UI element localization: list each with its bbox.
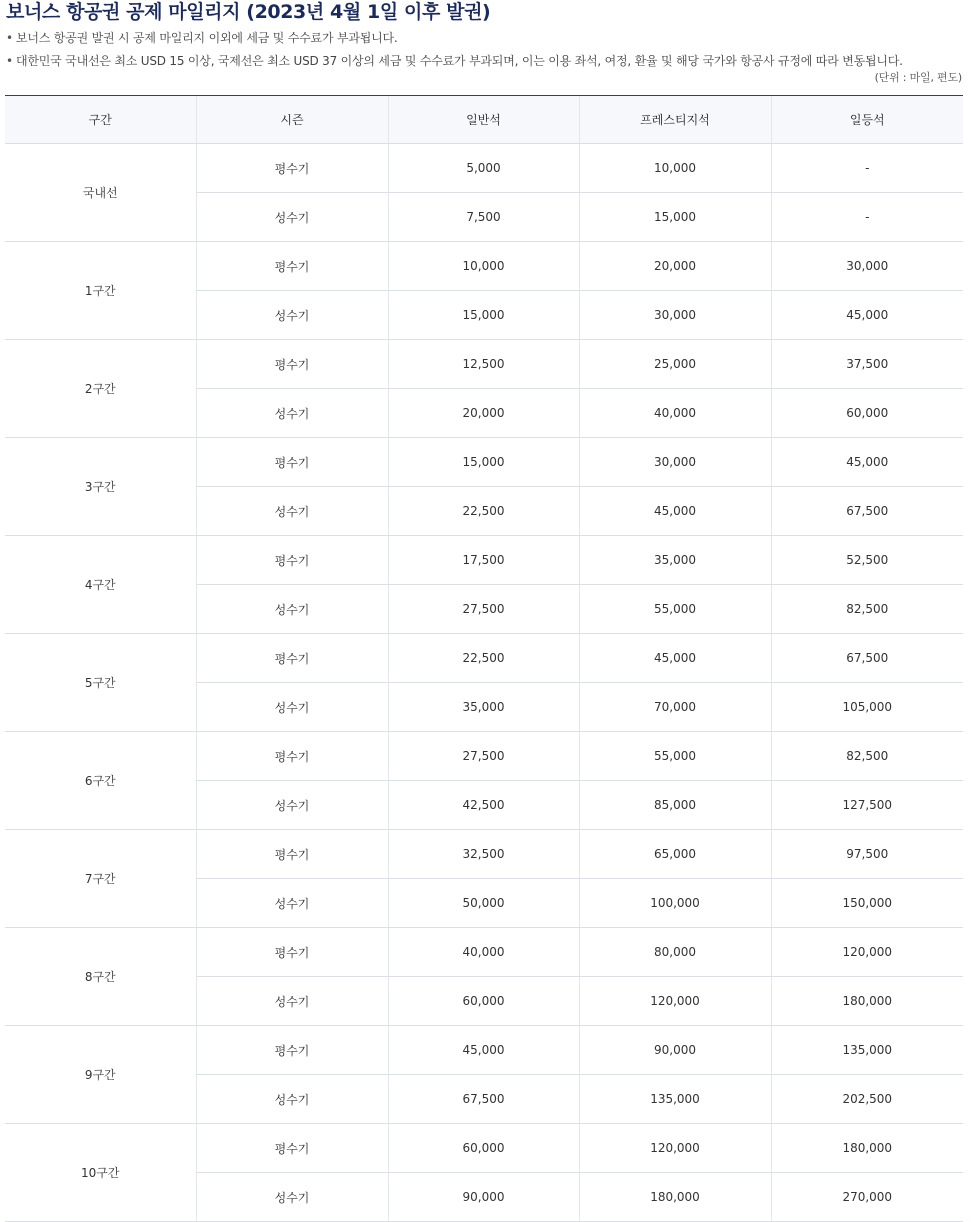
- unit-label: (단위 : 마일, 편도): [874, 71, 962, 84]
- first-cell: 270,000: [771, 1173, 963, 1222]
- economy-cell: 22,500: [388, 634, 579, 683]
- table-row: [5, 634, 963, 683]
- economy-cell: 5,000: [388, 144, 579, 193]
- season-cell: 성수기: [196, 879, 388, 928]
- season-cell: 평수기: [196, 1026, 388, 1075]
- first-cell: 60,000: [771, 389, 963, 438]
- header-first: 일등석: [771, 96, 963, 144]
- first-cell: 202,500: [771, 1075, 963, 1124]
- first-cell: 45,000: [771, 438, 963, 487]
- first-cell: 105,000: [771, 683, 963, 732]
- economy-cell: 90,000: [388, 1173, 579, 1222]
- mileage-table: [5, 95, 963, 1222]
- season-cell: 평수기: [196, 928, 388, 977]
- economy-cell: 27,500: [388, 585, 579, 634]
- economy-cell: 35,000: [388, 683, 579, 732]
- season-cell: 성수기: [196, 1173, 388, 1222]
- bullet: •: [6, 54, 13, 68]
- prestige-cell: 55,000: [579, 732, 771, 781]
- page-title: 보너스 항공권 공제 마일리지 (2023년 4월 1일 이후 발권): [6, 1, 491, 23]
- season-cell: 평수기: [196, 1124, 388, 1173]
- zone-cell: 6구간: [5, 732, 196, 830]
- zone-cell: 5구간: [5, 634, 196, 732]
- first-cell: 67,500: [771, 487, 963, 536]
- prestige-cell: 80,000: [579, 928, 771, 977]
- season-cell: 평수기: [196, 144, 388, 193]
- first-cell: -: [771, 144, 963, 193]
- prestige-cell: 90,000: [579, 1026, 771, 1075]
- prestige-cell: 45,000: [579, 487, 771, 536]
- first-cell: 67,500: [771, 634, 963, 683]
- season-cell: 평수기: [196, 438, 388, 487]
- table-row: [5, 1124, 963, 1173]
- season-cell: 성수기: [196, 1075, 388, 1124]
- season-cell: 성수기: [196, 487, 388, 536]
- season-cell: 성수기: [196, 585, 388, 634]
- first-cell: 127,500: [771, 781, 963, 830]
- season-cell: 성수기: [196, 291, 388, 340]
- prestige-cell: 45,000: [579, 634, 771, 683]
- economy-cell: 22,500: [388, 487, 579, 536]
- season-cell: 성수기: [196, 193, 388, 242]
- prestige-cell: 120,000: [579, 1124, 771, 1173]
- header-economy: 일반석: [388, 96, 579, 144]
- zone-cell: 9구간: [5, 1026, 196, 1124]
- table-row: [5, 732, 963, 781]
- prestige-cell: 15,000: [579, 193, 771, 242]
- economy-cell: 15,000: [388, 438, 579, 487]
- prestige-cell: 100,000: [579, 879, 771, 928]
- season-cell: 평수기: [196, 830, 388, 879]
- table-row: [5, 242, 963, 291]
- header-zone: 구간: [5, 96, 196, 144]
- season-cell: 성수기: [196, 781, 388, 830]
- table-row: [5, 830, 963, 879]
- zone-cell: 2구간: [5, 340, 196, 438]
- table-row: [5, 928, 963, 977]
- prestige-cell: 55,000: [579, 585, 771, 634]
- zone-cell: 3구간: [5, 438, 196, 536]
- economy-cell: 7,500: [388, 193, 579, 242]
- table-row: [5, 536, 963, 585]
- first-cell: 97,500: [771, 830, 963, 879]
- economy-cell: 32,500: [388, 830, 579, 879]
- season-cell: 평수기: [196, 536, 388, 585]
- season-cell: 평수기: [196, 634, 388, 683]
- first-cell: 30,000: [771, 242, 963, 291]
- first-cell: -: [771, 193, 963, 242]
- table-header-row: [5, 96, 963, 144]
- economy-cell: 67,500: [388, 1075, 579, 1124]
- season-cell: 성수기: [196, 977, 388, 1026]
- zone-cell: 1구간: [5, 242, 196, 340]
- header-season: 시즌: [196, 96, 388, 144]
- prestige-cell: 10,000: [579, 144, 771, 193]
- table-row: [5, 144, 963, 193]
- prestige-cell: 20,000: [579, 242, 771, 291]
- season-cell: 평수기: [196, 340, 388, 389]
- economy-cell: 27,500: [388, 732, 579, 781]
- prestige-cell: 70,000: [579, 683, 771, 732]
- table-row: [5, 1026, 963, 1075]
- economy-cell: 42,500: [388, 781, 579, 830]
- prestige-cell: 25,000: [579, 340, 771, 389]
- economy-cell: 12,500: [388, 340, 579, 389]
- season-cell: 성수기: [196, 683, 388, 732]
- first-cell: 52,500: [771, 536, 963, 585]
- zone-cell: 7구간: [5, 830, 196, 928]
- season-cell: 성수기: [196, 389, 388, 438]
- prestige-cell: 65,000: [579, 830, 771, 879]
- first-cell: 180,000: [771, 977, 963, 1026]
- first-cell: 180,000: [771, 1124, 963, 1173]
- note-text: 대한민국 국내선은 최소 USD 15 이상, 국제선은 최소 USD 37 이상의 세금 및 수수료가 부과되며, 이는 이용 좌석, 여정, 환율 및 해당 국가와 항공사 규정에 따라 변동됩니다.: [16, 54, 903, 68]
- prestige-cell: 135,000: [579, 1075, 771, 1124]
- season-cell: 평수기: [196, 732, 388, 781]
- header-prestige: 프레스티지석: [579, 96, 771, 144]
- note-minimum-fee: [6, 53, 903, 69]
- table-body: [5, 144, 963, 1222]
- first-cell: 135,000: [771, 1026, 963, 1075]
- first-cell: 82,500: [771, 585, 963, 634]
- table-row: [5, 340, 963, 389]
- economy-cell: 17,500: [388, 536, 579, 585]
- economy-cell: 10,000: [388, 242, 579, 291]
- prestige-cell: 30,000: [579, 291, 771, 340]
- prestige-cell: 40,000: [579, 389, 771, 438]
- prestige-cell: 30,000: [579, 438, 771, 487]
- economy-cell: 60,000: [388, 1124, 579, 1173]
- zone-cell: 8구간: [5, 928, 196, 1026]
- economy-cell: 50,000: [388, 879, 579, 928]
- table-row: [5, 438, 963, 487]
- economy-cell: 15,000: [388, 291, 579, 340]
- prestige-cell: 85,000: [579, 781, 771, 830]
- economy-cell: 60,000: [388, 977, 579, 1026]
- prestige-cell: 120,000: [579, 977, 771, 1026]
- first-cell: 45,000: [771, 291, 963, 340]
- note-text: 보너스 항공권 발권 시 공제 마일리지 이외에 세금 및 수수료가 부과됩니다.: [16, 31, 398, 45]
- zone-cell: 국내선: [5, 144, 196, 242]
- first-cell: 82,500: [771, 732, 963, 781]
- zone-cell: 10구간: [5, 1124, 196, 1222]
- prestige-cell: 180,000: [579, 1173, 771, 1222]
- season-cell: 평수기: [196, 242, 388, 291]
- note-taxes: [6, 30, 398, 46]
- economy-cell: 20,000: [388, 389, 579, 438]
- first-cell: 37,500: [771, 340, 963, 389]
- zone-cell: 4구간: [5, 536, 196, 634]
- first-cell: 120,000: [771, 928, 963, 977]
- bullet: •: [6, 31, 13, 45]
- economy-cell: 45,000: [388, 1026, 579, 1075]
- prestige-cell: 35,000: [579, 536, 771, 585]
- first-cell: 150,000: [771, 879, 963, 928]
- economy-cell: 40,000: [388, 928, 579, 977]
